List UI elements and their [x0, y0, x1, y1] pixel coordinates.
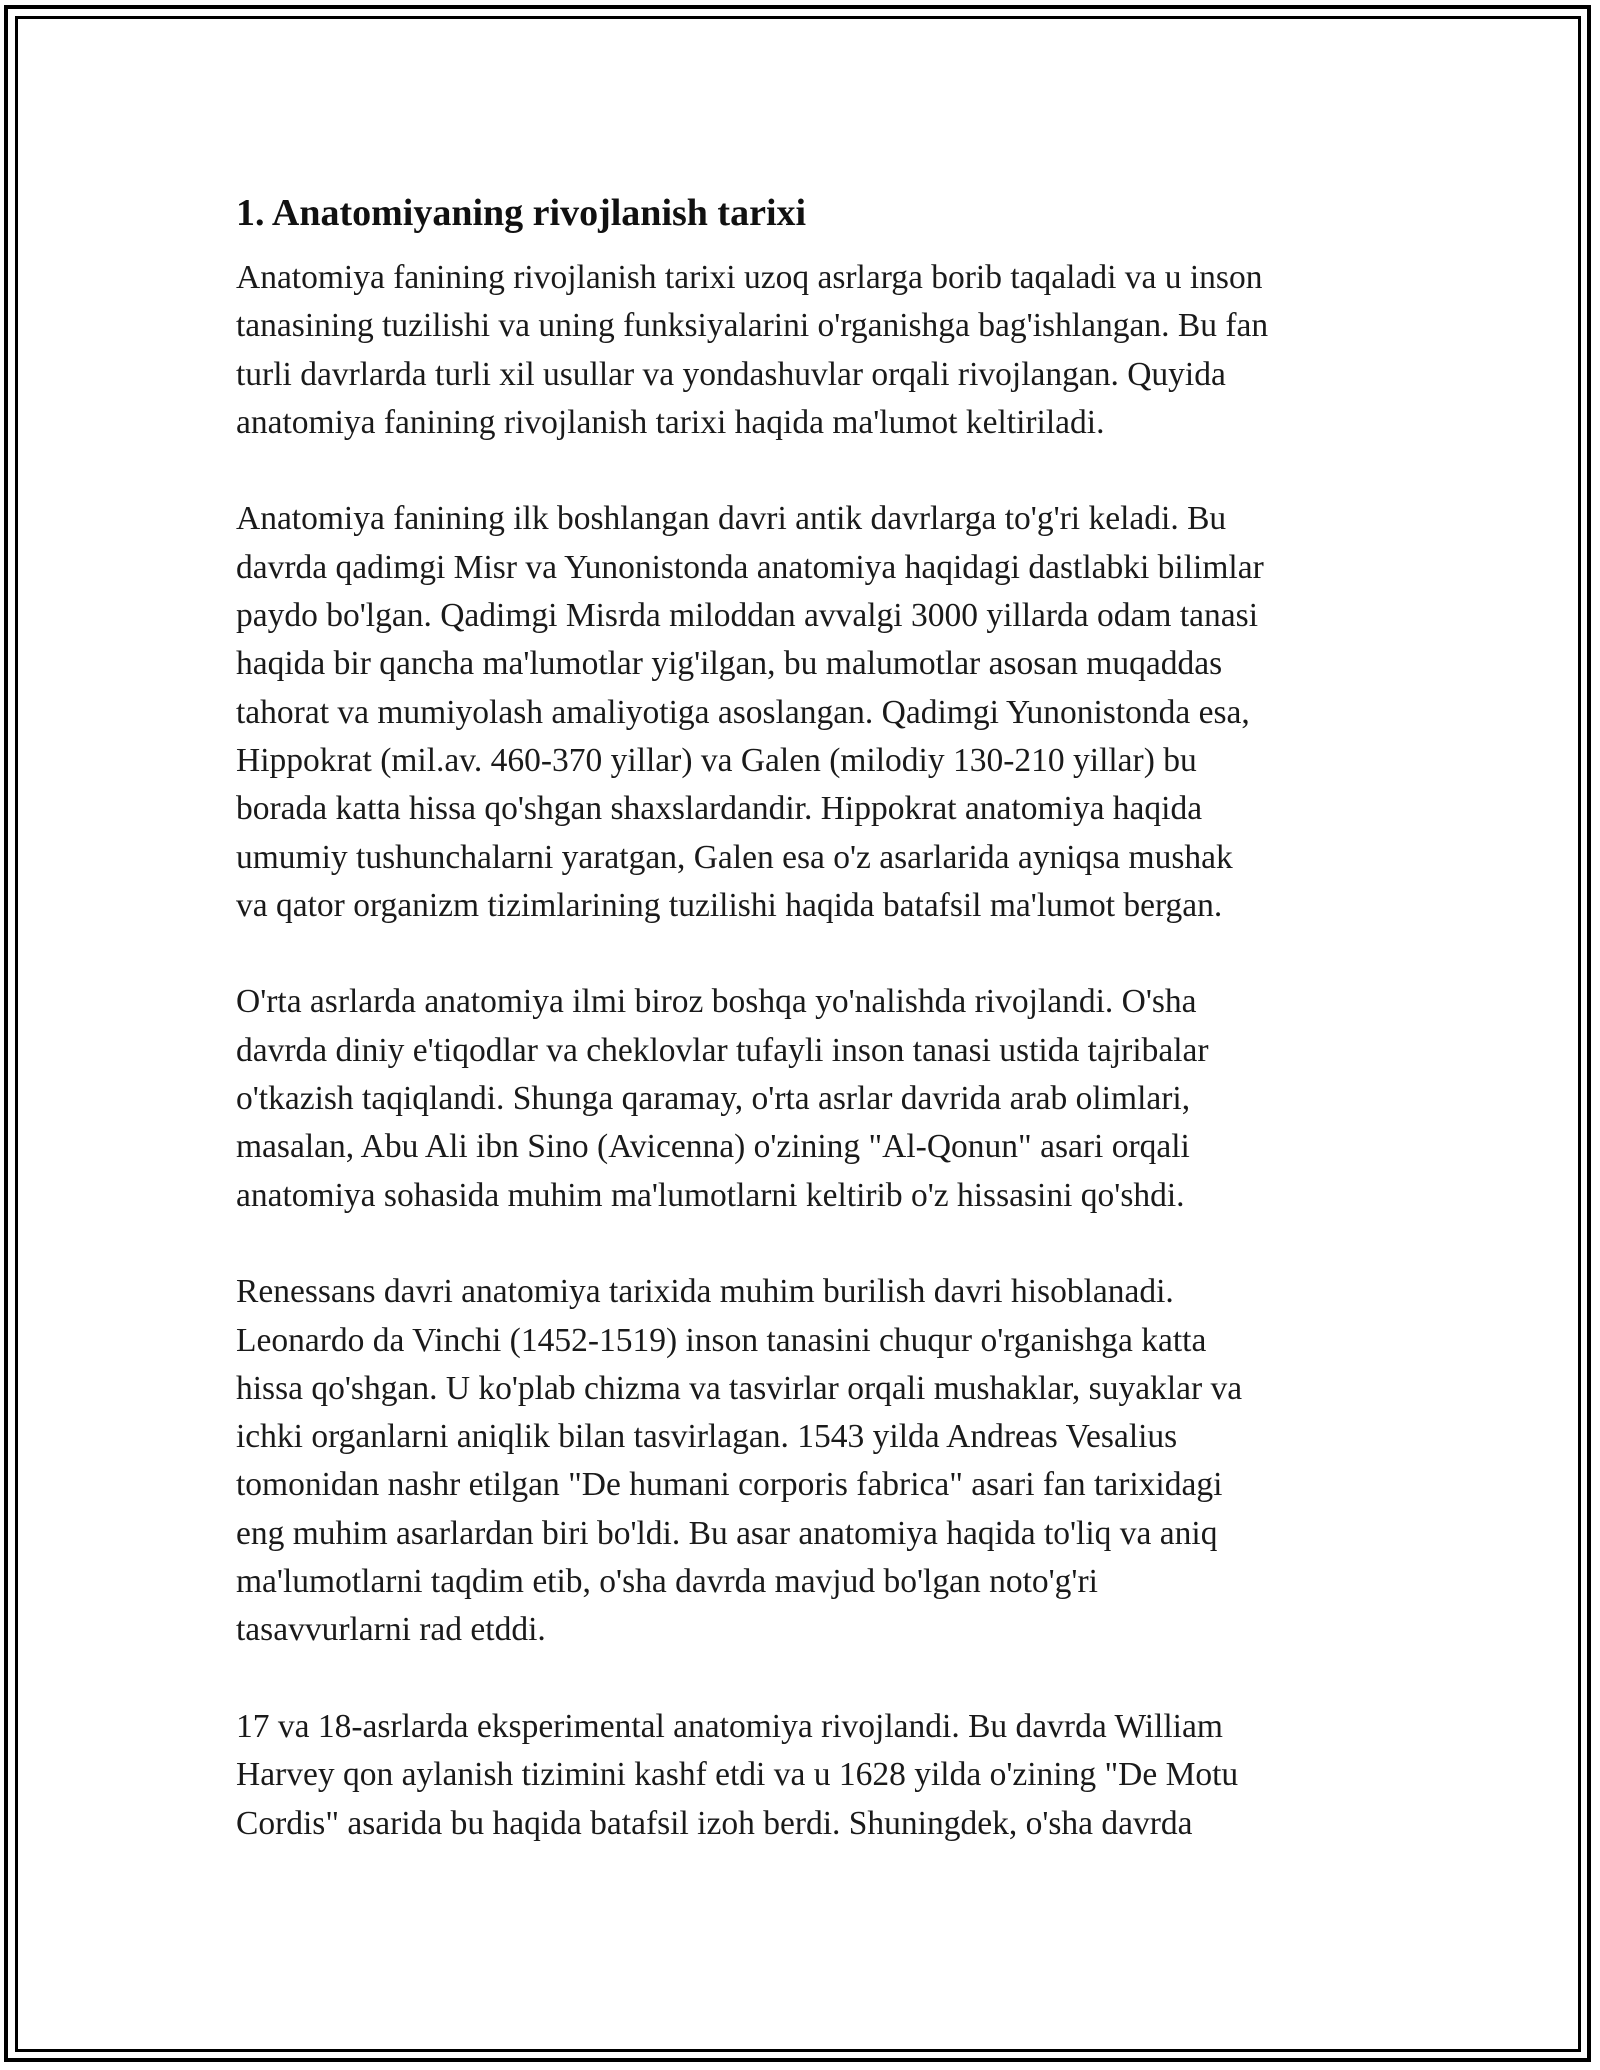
body-paragraph	[236, 1268, 1376, 1654]
text-line: tasavvurlarni rad etddi.	[236, 1611, 546, 1649]
text-line: paydo bo'lgan. Qadimgi Misrda miloddan avvalgi 3000 yillarda odam tanasi	[236, 597, 1258, 635]
text-line: Leonardo da Vinchi (1452-1519) inson tanasini chuqur o'rganishga katta	[236, 1321, 1207, 1359]
text-line: Cordis" asarida bu haqida batafsil izoh berdi. Shuningdek, o'sha davrda	[236, 1804, 1193, 1842]
text-line: anatomiya fanining rivojlanish tarixi haqida ma'lumot keltiriladi.	[236, 403, 1105, 441]
text-line: Hippokrat (mil.av. 460-370 yillar) va Galen (milodiy 130-210 yillar) bu	[236, 741, 1197, 779]
text-line: Anatomiya fanining ilk boshlangan davri antik davrlarga to'g'ri keladi. Bu	[236, 500, 1227, 538]
text-line: ma'lumotlarni taqdim etib, o'sha davrda mavjud bo'lgan noto'g'ri	[236, 1563, 1098, 1601]
text-line: borada katta hissa qo'shgan shaxslardandir. Hippokrat anatomiya haqida	[236, 790, 1203, 828]
text-line: turli davrlarda turli xil usullar va yondashuvlar orqali rivojlangan. Quyida	[236, 355, 1226, 393]
text-line: Anatomiya fanining rivojlanish tarixi uzoq asrlarga borib taqaladi va u inson	[236, 259, 1263, 296]
body-paragraph	[236, 495, 1376, 930]
body-paragraph	[236, 1703, 1376, 1848]
text-line: Harvey qon aylanish tizimini kashf etdi va u 1628 yilda o'zining "De Motu	[236, 1756, 1239, 1794]
text-line: 17 va 18-asrlarda eksperimental anatomiya rivojlandi. Bu davrda William	[236, 1707, 1223, 1745]
text-line: tomonidan nashr etilgan "De humani corporis fabrica" asari fan tarixidagi	[236, 1466, 1223, 1504]
section-heading: 1. Anatomiyaning rivojlanish tarixi	[236, 192, 807, 234]
body-paragraph	[236, 254, 1376, 447]
text-line: Renessans davri anatomiya tarixida muhim burilish davri hisoblanadi.	[236, 1273, 1174, 1311]
text-line: hissa qo'shgan. U ko'plab chizma va tasvirlar orqali mushaklar, suyaklar va	[236, 1369, 1243, 1407]
text-line: o'tkazish taqiqlandi. Shunga qaramay, o'rta asrlar davrida arab olimlari,	[236, 1080, 1191, 1118]
text-line: davrda qadimgi Misr va Yunonistonda anatomiya haqidagi dastlabki bilimlar	[236, 548, 1264, 586]
text-line: va qator organizm tizimlarining tuzilishi haqida batafsil ma'lumot bergan.	[236, 886, 1223, 924]
paragraph-list	[236, 254, 1376, 1848]
text-line: tahorat va mumiyolash amaliyotiga asoslangan. Qadimgi Yunonistonda esa,	[236, 693, 1250, 731]
text-line: tanasining tuzilishi va uning funksiyalarini o'rganishga bag'ishlangan. Bu fan	[236, 307, 1269, 345]
text-line: anatomiya sohasida muhim ma'lumotlarni keltirib o'z hissasini qo'shdi.	[236, 1176, 1185, 1214]
text-line: umumiy tushunchalarni yaratgan, Galen esa o'z asarlarida ayniqsa mushak	[236, 838, 1233, 876]
text-line: davrda diniy e'tiqodlar va cheklovlar tufayli inson tanasi ustida tajribalar	[236, 1031, 1209, 1069]
text-line: eng muhim asarlardan biri bo'ldi. Bu asar anatomiya haqida to'liq va aniq	[236, 1514, 1218, 1552]
text-line: ichki organlarni aniqlik bilan tasvirlagan. 1543 yilda Andreas Vesalius	[236, 1418, 1178, 1456]
text-line: masalan, Abu Ali ibn Sino (Avicenna) o'zining "Al-Qonun" asari orqali	[236, 1128, 1190, 1166]
document-body	[236, 186, 1376, 1848]
text-line: O'rta asrlarda anatomiya ilmi biroz boshqa yo'nalishda rivojlandi. O'sha	[236, 983, 1197, 1021]
text-line: haqida bir qancha ma'lumotlar yig'ilgan, bu malumotlar asosan muqaddas	[236, 645, 1223, 683]
body-paragraph	[236, 978, 1376, 1219]
